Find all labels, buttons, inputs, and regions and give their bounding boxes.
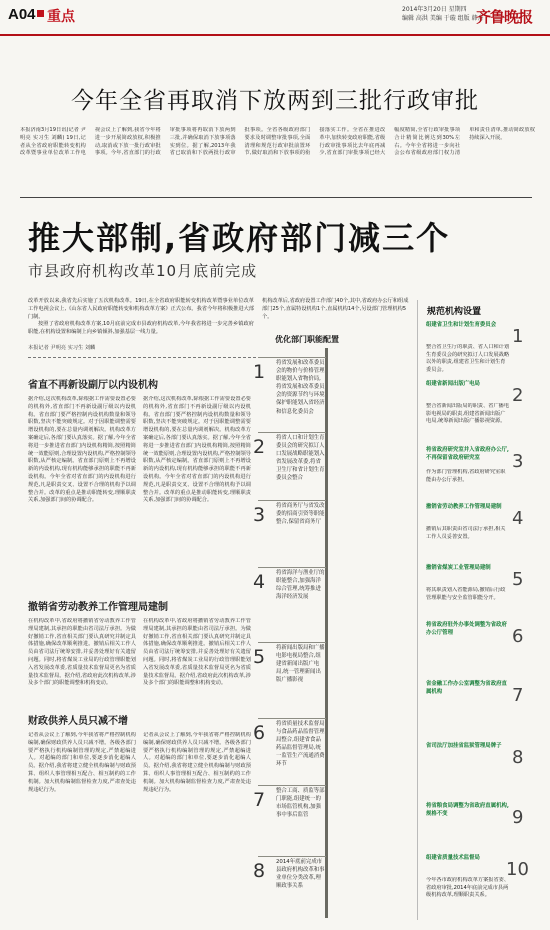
branch-number: 2 <box>253 436 266 458</box>
branch-text: 将省人口和计划生育委员会的研究拟订人口发展战略职能划入省发展改革委,将省卫生厅和省计划生育委员会整合 <box>276 435 325 482</box>
right-item-heading: 组建省卫生和计划生育委员会 <box>426 322 497 328</box>
branch-text: 将省商务厅与省发改委的招商引资等职能整合,保留省商务厅 <box>276 503 325 526</box>
branch-text: 2014年底前完成市县政府机构改革和事业单位分类改革,理顺政事关系 <box>276 859 325 890</box>
right-item-number: 4 <box>512 508 524 529</box>
branch-text: 将新闻出版局和广播电影电视局整合,组建省新闻出版广电局,统一管理新闻出版广播影视 <box>276 645 325 684</box>
right-item-number: 2 <box>512 385 524 406</box>
right-item-number: 10 <box>506 859 529 880</box>
section-title-3: 财政供养人员只减不增 <box>28 716 128 727</box>
editor-line: 编辑 高洪 美编 于璇 组版 韩舟 <box>402 15 484 22</box>
section-body-1a: 据介绍,这次机构改革,除根据工作需要设置必要的机构外,省直部门不再新设副厅级以内设机构。省直部门要严格控制内设机构数量和领导职数,坚决不能突破规定。对于因职能调整需要增设机构的,要在总量内调剂解决。机构改革方案确定后,各部门要认真落实。据了解,今年全省将进一步推进省直部门内设机构精简,按照精简统一效能原则,合理设置内设机构,严格控制领导职数,从严核定编制。省直部门原则上不再增设新的内设机构,现有机构能够承担的职能不再新设机构。今年全省对省直部门的内设机构进行规范,凡是职责交叉、设置不合理的机构予以调整合并。改革的重点是推动职能转变,理顺职责关系,加强部门间的协调配合。 <box>28 396 136 504</box>
right-column-title: 规范机构设置 <box>427 307 482 317</box>
middle-lead: 机构改革后,省政府设置工作部门40个,其中,省政府办公厅和组成部门25个,直属特设机构1个,直属机构14个,另设部门管理机构5个。 <box>262 298 409 320</box>
section-body-2b: 在机构改革中,省政府将撤销省劳动教养工作管理局建制,其承担的职能由省司法厅承担。为做好撤销工作,省直相关部门要认真研究并制定具体措施,确保改革顺利推进。撤销后相关工作人员由省司法厅统筹安排,并妥善处理好有关遗留问题。同时,将省煤炭工业局的行政管理职能划入省发展改革委,省质量技术监督局更名为省质量技术监督局。据介绍,省政府此次机构改革,涉及多个部门的职能调整和机构变动。 <box>143 618 251 687</box>
branch-number: 8 <box>253 860 266 882</box>
branch-text: 将省发展和改革委员会的物价与价格管理职能划入省物价局,将省发展和改革委员会的资源节约与环境保护职能划入省经济和信息化委员会 <box>276 360 325 415</box>
section-body-3b: 记者从会议上了解到,今年我省将严格控制机构编制,确保财政供养人员只减不增。各级各部门要严格执行机构编制管理的规定,严禁超编进人。对超编的部门和单位,要逐步消化超编人员。据介绍,我省将建立健全机构编制与财政预算、组织人事管理相互配合、相互制约的工作机制。加大机构编制监督检查力度,严肃查处违规违纪行为。 <box>143 732 251 793</box>
right-item-heading: 将省粮食局调整为省政府直属机构,规格不变 <box>426 803 509 817</box>
right-item-heading: 将省政府研究室并入省政府办公厅,不再保留省政府研究室 <box>426 447 509 461</box>
section-body-2a: 在机构改革中,省政府将撤销省劳动教养工作管理局建制,其承担的职能由省司法厅承担。为做好撤销工作,省直相关部门要认真研究并制定具体措施,确保改革顺利推进。撤销后相关工作人员由省司法厅统筹安排,并妥善处理好有关遗留问题。同时,将省煤炭工业局的行政管理职能划入省发展改革委,省质量技术监督局更名为省质量技术监督局。据介绍,省政府此次机构改革,涉及多个部门的职能调整和机构变动。 <box>28 618 136 687</box>
right-item-number: 9 <box>512 807 524 828</box>
section-divider <box>20 197 532 198</box>
right-item-number: 8 <box>512 747 524 768</box>
section-tag: 重点 <box>47 9 75 25</box>
branch-number: 4 <box>253 571 266 593</box>
branch-number: 3 <box>253 504 266 526</box>
column-rule <box>417 300 418 920</box>
right-item-body: 作为部门管理机构,省政府研究室职能由办公厅承担。 <box>426 469 506 483</box>
right-item-heading: 将省政府驻外办事处调整为省政府办公厅管理 <box>426 622 507 636</box>
right-item-body: 今年各市政府机构改革方案报省委、省政府审批,2014年底前完成市县两级机构改革,理顺职责关系。 <box>426 877 510 899</box>
lead-paragraph-2: 按照了省政府机构改革方案,10月底前完成市县政府机构改革,今年我省将进一步完善乡镇政府职能,在机构设置和编制上向乡镇倾斜,加强基层一线力量。 <box>28 321 254 336</box>
page-number: A04 <box>8 6 36 23</box>
newspaper-brand-logo: 齐鲁晚报 <box>476 8 533 26</box>
branch-text: 将省质量技术监督局与食品药品监督管理局整合,组建省食品药品监督管理局,统一监管生产流通消费环节 <box>276 721 325 768</box>
right-item-number: 6 <box>512 626 524 647</box>
story2-headline: 推大部制,省政府部门减三个 <box>28 219 451 257</box>
section-body-3a: 记者从会议上了解到,今年我省将严格控制机构编制,确保财政供养人员只减不增。各级各部门要严格执行机构编制管理的规定,严禁超编进人。对超编的部门和单位,要逐步消化超编人员。据介绍,我省将建立健全机构编制与财政预算、组织人事管理相互配合、相互制约的工作机制。加大机构编制监督检查力度,严肃查处违规违纪行为。 <box>28 732 136 793</box>
branch-number: 1 <box>253 361 266 383</box>
lead-paragraph: 改革开放以来,我省先后实施了五次机构改革。19日,在全省政府职能转变机构改革暨事业单位改革工作电视会议上,《山东省人民政府职能转变和机构改革方案》正式公布。我省今年将积极推进大部门制。 <box>28 298 254 320</box>
branch-text: 整合工商、质监等部门职能,组建统一的市场监管机构,加强事中事后监管 <box>276 788 325 819</box>
graphic-title: 优化部门职能配置 <box>275 335 339 344</box>
right-item-number: 5 <box>512 569 524 590</box>
right-item-body: 整合省卫生厅的职责、省人口和计划生育委员会的研究拟订人口发展战略以外的职责,组建省卫生和计划生育委员会。 <box>426 344 510 373</box>
section-marker-icon <box>37 10 44 17</box>
story2-byline: 本报记者 尹明亮 实习生 刘麟 <box>28 345 96 351</box>
right-item-body: 整合省新闻出版局的职责、省广播电影电视局的职责,组建省新闻出版广电局,统筹新闻出版广播影视资源。 <box>426 403 510 425</box>
branch-number: 7 <box>253 789 266 811</box>
masthead <box>0 0 550 36</box>
right-item-heading: 省司法厅加挂省监狱管理局牌子 <box>426 743 502 749</box>
right-item-number: 3 <box>512 451 524 472</box>
right-item-heading: 组建省新闻出版广电局 <box>426 381 480 387</box>
right-item-heading: 撤销省劳动教养工作管理局建制 <box>426 504 502 510</box>
branch-number: 5 <box>253 646 266 668</box>
section-title-2: 撤销省劳动教养工作管理局建制 <box>28 602 168 613</box>
right-item-number: 1 <box>512 326 524 347</box>
right-item-heading: 省金融工作办公室调整为省政府直属机构 <box>426 681 507 695</box>
story1-body: 本报济南3月19日讯(记者 尹明亮 实习生 刘麟) 19日,记者从全省政府职能转变机构改革暨事业单位改革工作电视会议上了解到,我省今年将进一步开展简政放权,积极推动,取消或下放一批行政审批事项。今年,省直部门的行政审批事项将再取消下放两到三批,并确保取消下放事项落实到位。据了解,2013年我省已取消和下放两批行政审批事项。全省各级政府部门要求及时调整审批事项,全面清理和规范行政审批前置环节,做好取消和下放事项的衔接落实工作。全省在推进改革中,加快转变政府职能,省级行政审批事项比去年底再减少,省直部门审批事项已经大幅度精简,全省行政审批事项合计精简比例达到30%左右。今年全省将进一步向社会公布省级政府部门权力清单和责任清单,推动简政放权持续深入开展。 <box>20 127 535 157</box>
story1-headline: 今年全省再取消下放两到三批行政审批 <box>71 88 479 114</box>
branch-text: 将省海洋与渔业厅的职能整合,加强海洋综合管理,统筹推进海洋经济发展 <box>276 570 325 601</box>
date-line: 2014年3月20日 星期四 <box>402 6 467 13</box>
right-item-heading: 组建省质量技术监督局 <box>426 855 480 861</box>
dashed-divider <box>28 357 256 358</box>
right-item-body: 撤销后其职责由省司法厅承担,相关工作人员妥善安置。 <box>426 526 506 540</box>
section-body-1b: 据介绍,这次机构改革,除根据工作需要设置必要的机构外,省直部门不再新设副厅级以内设机构。省直部门要严格控制内设机构数量和领导职数,坚决不能突破规定。对于因职能调整需要增设机构的,要在总量内调剂解决。机构改革方案确定后,各部门要认真落实。据了解,今年全省将进一步推进省直部门内设机构精简,按照精简统一效能原则,合理设置内设机构,严格控制领导职数,从严核定编制。省直部门原则上不再增设新的内设机构,现有机构能够承担的职能不再新设机构。今年全省对省直部门的内设机构进行规范,凡是职责交叉、设置不合理的机构予以调整合并。改革的重点是推动职能转变,理顺职责关系,加强部门间的协调配合。 <box>143 396 251 504</box>
story2-lead <box>28 298 254 337</box>
section-title-1: 省直不再新设副厅以内设机构 <box>28 380 158 391</box>
story2-subhead: 市县政府机构改革10月底前完成 <box>28 262 258 280</box>
branch-number: 6 <box>253 722 266 744</box>
right-item-number: 7 <box>512 685 524 706</box>
right-item-body: 将其职责划入省能源局,撤销后行政管理职能与安全监管职能分开。 <box>426 587 506 601</box>
dateline <box>402 5 484 23</box>
right-item-heading: 撤销省煤炭工业管理局建制 <box>426 565 491 571</box>
